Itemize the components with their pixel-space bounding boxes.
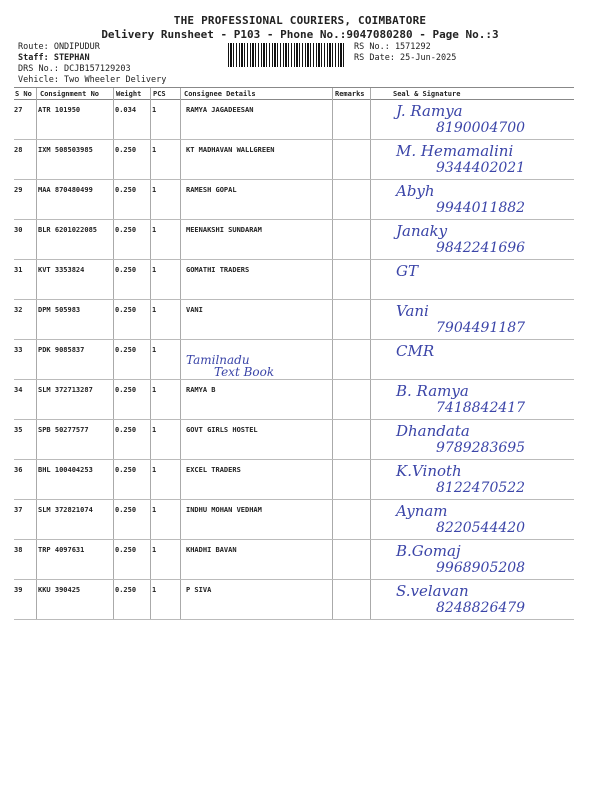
pcs-count: 1 (152, 146, 157, 154)
signature-phone: 9842241696 (436, 240, 526, 256)
signature-name: Aynam (396, 502, 448, 520)
signature-phone: 9344402021 (436, 160, 526, 176)
runsheet-subtitle: Delivery Runsheet - P103 - Phone No.:9047080280 - Page No.:3 (101, 28, 499, 41)
consignee-name: P SIVA (186, 586, 212, 594)
col-header-sno: S No (15, 90, 32, 98)
route-label: Route: ONDIPUDUR (18, 42, 100, 52)
drs-number: DRS No.: DCJB157129203 (18, 64, 131, 74)
weight-value: 0.250 (115, 506, 137, 514)
consignment-number: DPM 505983 (38, 306, 81, 314)
pcs-count: 1 (152, 186, 157, 194)
row-sno: 28 (14, 146, 23, 154)
table-row (14, 300, 574, 340)
table-row (14, 220, 574, 260)
signature-phone: 8190004700 (436, 120, 526, 136)
pcs-count: 1 (152, 306, 157, 314)
pcs-count: 1 (152, 426, 157, 434)
row-sno: 31 (14, 266, 23, 274)
signature-phone: 9968905208 (436, 560, 526, 576)
vehicle-label: Vehicle: Two Wheeler Delivery (18, 75, 167, 85)
row-sno: 30 (14, 226, 23, 234)
consignment-number: KVT 3353824 (38, 266, 85, 274)
table-row (14, 140, 574, 180)
consignee-name: INDHU MOHAN VEDHAM (186, 506, 262, 514)
col-header-details: Consignee Details (184, 90, 256, 98)
row-sno: 32 (14, 306, 23, 314)
weight-value: 0.250 (115, 346, 137, 354)
consignment-number: BHL 100404253 (38, 466, 93, 474)
table-row (14, 420, 574, 460)
handwritten-note (186, 354, 274, 378)
weight-value: 0.250 (115, 426, 137, 434)
table-row (14, 540, 574, 580)
row-sno: 27 (14, 106, 23, 114)
consignment-number: SLM 372713287 (38, 386, 93, 394)
pcs-count: 1 (152, 506, 157, 514)
signature-phone: 9789283695 (436, 440, 526, 456)
weight-value: 0.250 (115, 586, 137, 594)
rs-date: RS Date: 25-Jun-2025 (354, 53, 457, 63)
consignment-number: KKU 390425 (38, 586, 81, 594)
signature-phone: 7418842417 (436, 400, 526, 416)
col-header-pcs: PCS (153, 90, 166, 98)
col-header-remarks: Remarks (335, 90, 365, 98)
signature-phone: 8220544420 (436, 520, 526, 536)
barcode (228, 43, 346, 67)
signature-name: J. Ramya (396, 102, 463, 120)
consignment-number: PDK 9085837 (38, 346, 85, 354)
row-sno: 38 (14, 546, 23, 554)
table-row (14, 460, 574, 500)
consignment-number: BLR 6201022085 (38, 226, 98, 234)
table-row (14, 500, 574, 540)
consignee-name: KT MADHAVAN WALLGREEN (186, 146, 275, 154)
signature-name: Vani (396, 302, 429, 320)
table-row (14, 100, 574, 140)
consignee-name: RAMYA B (186, 386, 216, 394)
signature-phone: 8122470522 (436, 480, 526, 496)
pcs-count: 1 (152, 386, 157, 394)
consignee-name: RAMYA JAGADEESAN (186, 106, 254, 114)
consignment-number: SLM 372821074 (38, 506, 93, 514)
signature-name: B. Ramya (396, 382, 469, 400)
row-sno: 35 (14, 426, 23, 434)
signature-name: GT (396, 262, 418, 280)
weight-value: 0.250 (115, 466, 137, 474)
pcs-count: 1 (152, 586, 157, 594)
pcs-count: 1 (152, 226, 157, 234)
consignee-name: GOVT GIRLS HOSTEL (186, 426, 258, 434)
row-sno: 34 (14, 386, 23, 394)
weight-value: 0.250 (115, 306, 137, 314)
col-header-seal: Seal & Signature (393, 90, 461, 98)
weight-value: 0.250 (115, 226, 137, 234)
row-sno: 39 (14, 586, 23, 594)
signature-name: Abyh (396, 182, 435, 200)
staff-label: Staff: STEPHAN (18, 53, 90, 63)
signature-phone: 9944011882 (436, 200, 526, 216)
signature-name: Dhandata (396, 422, 470, 440)
col-header-consignment: Consignment No (40, 90, 100, 98)
consignee-name: RAMESH GOPAL (186, 186, 237, 194)
rs-number: RS No.: 1571292 (354, 42, 431, 52)
note-line: Tamilnadu (186, 353, 250, 367)
row-sno: 36 (14, 466, 23, 474)
signature-name: M. Hemamalini (396, 142, 514, 160)
row-sno: 37 (14, 506, 23, 514)
row-sno: 33 (14, 346, 23, 354)
pcs-count: 1 (152, 106, 157, 114)
consignee-name: KHADHI BAVAN (186, 546, 237, 554)
weight-value: 0.250 (115, 386, 137, 394)
consignment-number: ATR 101950 (38, 106, 81, 114)
signature-name: K.Vinoth (396, 462, 462, 480)
consignment-number: IXM 508503985 (38, 146, 93, 154)
pcs-count: 1 (152, 546, 157, 554)
col-header-weight: Weight (116, 90, 142, 98)
weight-value: 0.250 (115, 186, 137, 194)
pcs-count: 1 (152, 346, 157, 354)
consignee-name: VANI (186, 306, 203, 314)
weight-value: 0.250 (115, 266, 137, 274)
table-row (14, 180, 574, 220)
signature-name: S.velavan (396, 582, 469, 600)
row-divider (14, 619, 574, 620)
signature-name: B.Gomaj (396, 542, 461, 560)
table-top-border (14, 87, 574, 88)
table-row (14, 260, 574, 300)
signature-phone: 8248826479 (436, 600, 526, 616)
signature-name: CMR (396, 342, 435, 360)
weight-value: 0.250 (115, 146, 137, 154)
consignment-number: TRP 4097631 (38, 546, 85, 554)
weight-value: 0.250 (115, 546, 137, 554)
row-sno: 29 (14, 186, 23, 194)
document-title: THE PROFESSIONAL COURIERS, COIMBATORE (173, 14, 427, 27)
note-line: Text Book (214, 365, 275, 379)
signature-name: Janaky (396, 222, 448, 240)
consignment-number: MAA 870480499 (38, 186, 93, 194)
table-row (14, 380, 574, 420)
pcs-count: 1 (152, 266, 157, 274)
consignee-name: MEENAKSHI SUNDARAM (186, 226, 262, 234)
weight-value: 0.034 (115, 106, 137, 114)
table-row (14, 580, 574, 620)
pcs-count: 1 (152, 466, 157, 474)
table-row (14, 340, 574, 380)
signature-phone: 7904491187 (436, 320, 526, 336)
consignee-name: GOMATHI TRADERS (186, 266, 250, 274)
consignment-number: SPB 50277577 (38, 426, 89, 434)
consignee-name: EXCEL TRADERS (186, 466, 241, 474)
